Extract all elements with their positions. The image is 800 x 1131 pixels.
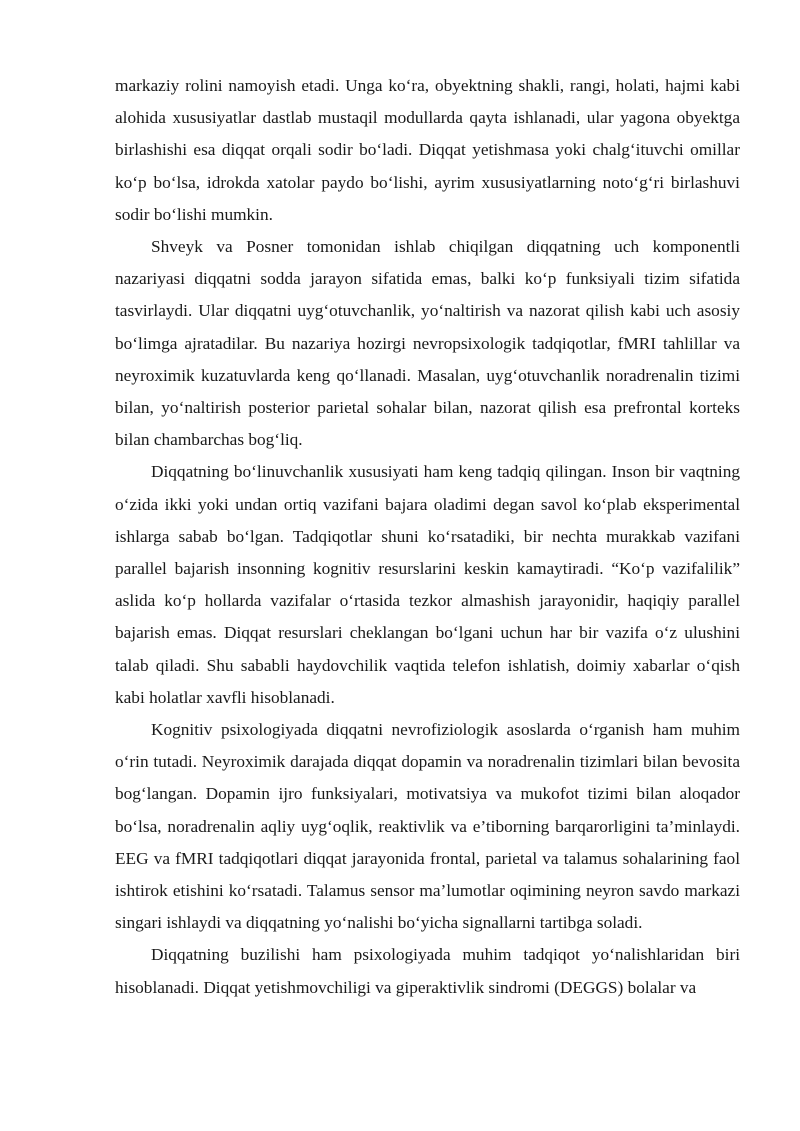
document-page — [115, 70, 740, 1004]
paragraph-divided-attention: Diqqatning bo‘linuvchanlik xususiyati ham keng tadqiq qilingan. Inson bir vaqtning o‘zida ikki yoki undan ortiq vazifani bajara oladimi degan savol ko‘plab eksperimental ishlarga sabab bo‘lgan. Tadqiqotlar shuni ko‘rsatadiki, bir nechta murakkab vazifani parallel bajarish insonning kognitiv resurslarini keskin kamaytiradi. “Ko‘p vazifalilik” aslida ko‘p hollarda vazifalar o‘rtasida tezkor almashish jarayonidir, haqiqiy parallel bajarish emas. Diqqat resurslari cheklangan bo‘lgani uchun har bir vazifa o‘z ulushini talab qiladi. Shu sababli haydovchilik vaqtida telefon ishlatish, doimiy xabarlar o‘qish kabi holatlar xavfli hisoblanadi. — [115, 462, 740, 707]
paragraph-attention-theory: Shveyk va Posner tomonidan ishlab chiqilgan diqqatning uch komponentli nazariyasi diqqatni sodda jarayon sifatida emas, balki ko‘p funksiyali tizim sifatida tasvirlaydi. Ular diqqatni uyg‘otuvchanlik, yo‘naltirish va nazorat qilish kabi uch asosiy bo‘limga ajratadilar. Bu nazariya hozirgi nevropsixologik tadqiqotlar, fMRI tahlillar va neyroximik kuzatuvlarda keng qo‘llanadi. Masalan, uyg‘otuvchanlik noradrenalin tizimi bilan, yo‘naltirish posterior parietal sohalar bilan, nazorat qilish esa prefrontal korteks bilan chambarchas bog‘liq. — [115, 237, 740, 450]
paragraph-neurophysiology: Kognitiv psixologiyada diqqatni nevrofiziologik asoslarda o‘rganish ham muhim o‘rin tutadi. Neyroximik darajada diqqat dopamin va noradrenalin tizimlari bilan bevosita bog‘langan. Dopamin ijro funksiyalari, motivatsiya va mukofot tizimi bilan aloqador bo‘lsa, noradrenalin aqliy uyg‘oqlik, reaktivlik va e’tiborning barqarorligini ta’minlaydi. EEG va fMRI tadqiqotlari diqqat jarayonida frontal, parietal va talamus sohalarining faol ishtirok etishini ko‘rsatadi. Talamus sensor ma’lumotlar oqimining neyron savdo markazi singari ishlaydi va diqqatning yo‘nalishi bo‘yicha signallarni tartibga soladi. — [115, 720, 740, 933]
paragraph-continuation: markaziy rolini namoyish etadi. Unga ko‘ra, obyektning shakli, rangi, holati, hajmi kabi alohida xususiyatlar dastlab mustaqil modullarda qayta ishlanadi, ular yagona obyektga birlashishi esa diqqat orqali sodir bo‘ladi. Diqqat yetishmasa yoki chalg‘ituvchi omillar ko‘p bo‘lsa, idrokda xatolar paydo bo‘lishi, ayrim xususiyatlarning noto‘g‘ri birlashuvi sodir bo‘lishi mumkin. — [115, 76, 740, 224]
paragraph-attention-disorders: Diqqatning buzilishi ham psixologiyada muhim tadqiqot yo‘nalishlaridan biri hisoblanadi. Diqqat yetishmovchiligi va giperaktivlik sindromi (DEGGS) bolalar va — [115, 945, 740, 997]
